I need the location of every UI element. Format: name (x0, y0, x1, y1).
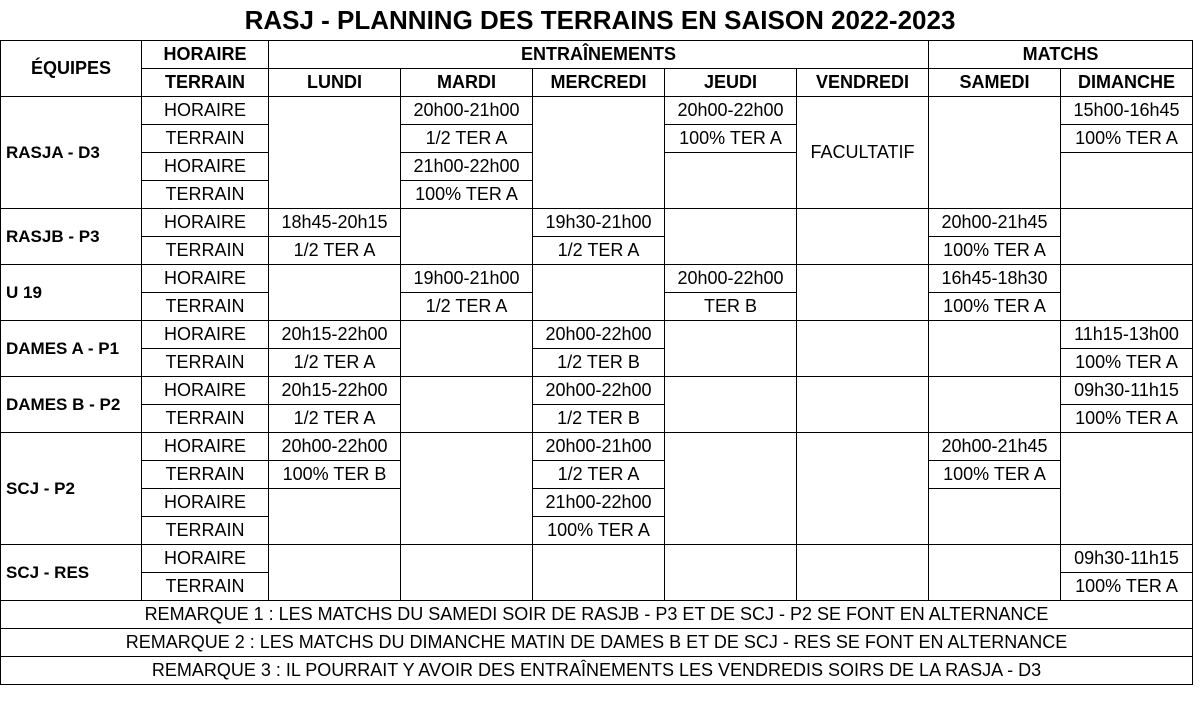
team-name: RASJA - D3 (1, 97, 142, 209)
remark-2: REMARQUE 2 : LES MATCHS DU DIMANCHE MATIN DE DAMES B ET DE SCJ - RES SE FONT EN ALTERNANCE (1, 629, 1193, 657)
header-trainings: ENTRAÎNEMENTS (269, 41, 929, 69)
team-name: RASJB - P3 (1, 209, 142, 265)
row-label-horaire: HORAIRE (142, 489, 269, 517)
row-label-terrain: TERRAIN (142, 293, 269, 321)
row-label-terrain: TERRAIN (142, 573, 269, 601)
team-name: DAMES B - P2 (1, 377, 142, 433)
header-day-jeudi: JEUDI (665, 69, 797, 97)
empty-cell-vendredi (797, 377, 929, 433)
schedule-cell-lundi: 1/2 TER A (269, 405, 401, 433)
empty-cell-lundi (269, 265, 401, 321)
header-horaire: HORAIRE (142, 41, 269, 69)
team-row (1, 209, 1193, 237)
empty-cell-vendredi (797, 433, 929, 545)
schedule-cell-mercredi: 1/2 TER B (533, 405, 665, 433)
header-day-samedi: SAMEDI (929, 69, 1061, 97)
empty-cell-dimanche (1061, 265, 1193, 321)
schedule-cell-dimanche: 100% TER A (1061, 405, 1193, 433)
row-label-terrain: TERRAIN (142, 125, 269, 153)
schedule-cell-mardi: 1/2 TER A (401, 125, 533, 153)
team-row (1, 97, 1193, 125)
empty-cell-vendredi (797, 545, 929, 601)
empty-cell-samedi (929, 489, 1061, 545)
team-row (1, 237, 1193, 265)
empty-cell-mercredi (533, 265, 665, 321)
schedule-cell-mercredi: 1/2 TER A (533, 237, 665, 265)
header-day-lundi: LUNDI (269, 69, 401, 97)
empty-cell-mardi (401, 321, 533, 377)
empty-cell-mardi (401, 433, 533, 545)
row-label-terrain: TERRAIN (142, 461, 269, 489)
schedule-cell-mardi: 19h00-21h00 (401, 265, 533, 293)
empty-cell-jeudi (665, 377, 797, 433)
schedule-cell-mardi: 1/2 TER A (401, 293, 533, 321)
schedule-cell-lundi: 20h15-22h00 (269, 321, 401, 349)
empty-cell-mercredi (533, 545, 665, 601)
empty-cell-mardi (401, 545, 533, 601)
empty-cell-mardi (401, 209, 533, 265)
empty-cell-jeudi (665, 433, 797, 545)
empty-cell-vendredi (797, 265, 929, 321)
schedule-cell-dimanche: 09h30-11h15 (1061, 377, 1193, 405)
schedule-cell-mercredi: 100% TER A (533, 517, 665, 545)
empty-cell-mardi (401, 377, 533, 433)
team-row (1, 321, 1193, 349)
schedule-cell-mercredi: 19h30-21h00 (533, 209, 665, 237)
schedule-cell-lundi: 1/2 TER A (269, 349, 401, 377)
schedule-cell-samedi: 100% TER A (929, 237, 1061, 265)
schedule-cell-mardi: 21h00-22h00 (401, 153, 533, 181)
schedule-cell-samedi: 100% TER A (929, 461, 1061, 489)
empty-cell-jeudi (665, 545, 797, 601)
header-day-vendredi: VENDREDI (797, 69, 929, 97)
header-row-2 (1, 69, 1193, 97)
row-label-horaire: HORAIRE (142, 321, 269, 349)
row-label-terrain: TERRAIN (142, 237, 269, 265)
empty-cell-vendredi (797, 321, 929, 377)
schedule-cell-dimanche: 100% TER A (1061, 349, 1193, 377)
note-row (1, 601, 1193, 629)
schedule-cell-mercredi: 1/2 TER A (533, 461, 665, 489)
schedule-cell-dimanche: 100% TER A (1061, 125, 1193, 153)
empty-cell-lundi (269, 545, 401, 601)
schedule-cell-lundi: 20h00-22h00 (269, 433, 401, 461)
empty-cell-samedi (929, 321, 1061, 377)
empty-cell-samedi (929, 377, 1061, 433)
schedule-cell-samedi: 16h45-18h30 (929, 265, 1061, 293)
schedule-cell-lundi: 1/2 TER A (269, 237, 401, 265)
row-label-horaire: HORAIRE (142, 97, 269, 125)
empty-cell-jeudi (665, 321, 797, 377)
schedule-cell-mercredi: 20h00-22h00 (533, 321, 665, 349)
empty-cell-dimanche (1061, 209, 1193, 265)
schedule-cell-dimanche: 11h15-13h00 (1061, 321, 1193, 349)
team-row (1, 265, 1193, 293)
header-day-mardi: MARDI (401, 69, 533, 97)
schedule-cell-jeudi: 100% TER A (665, 125, 797, 153)
row-label-horaire: HORAIRE (142, 545, 269, 573)
schedule-cell-jeudi: 20h00-22h00 (665, 265, 797, 293)
schedule-cell-dimanche: 09h30-11h15 (1061, 545, 1193, 573)
friday-optional: FACULTATIF (797, 97, 929, 209)
row-label-horaire: HORAIRE (142, 433, 269, 461)
schedule-cell-jeudi: 20h00-22h00 (665, 97, 797, 125)
schedule-cell-lundi: 100% TER B (269, 461, 401, 489)
empty-cell-vendredi (797, 209, 929, 265)
schedule-cell-mercredi: 20h00-22h00 (533, 377, 665, 405)
row-label-terrain: TERRAIN (142, 517, 269, 545)
row-label-horaire: HORAIRE (142, 209, 269, 237)
schedule-table (0, 40, 1193, 685)
note-row (1, 629, 1193, 657)
schedule-cell-lundi: 20h15-22h00 (269, 377, 401, 405)
team-row (1, 545, 1193, 573)
team-row (1, 489, 1193, 517)
empty-cell-mercredi (533, 97, 665, 209)
schedule-cell-samedi: 20h00-21h45 (929, 209, 1061, 237)
schedule-cell-mercredi: 21h00-22h00 (533, 489, 665, 517)
schedule-cell-dimanche: 100% TER A (1061, 573, 1193, 601)
empty-cell-lundi (269, 489, 401, 545)
team-name: SCJ - P2 (1, 433, 142, 545)
header-day-dimanche: DIMANCHE (1061, 69, 1193, 97)
empty-cell-samedi (929, 97, 1061, 209)
schedule-cell-dimanche: 15h00-16h45 (1061, 97, 1193, 125)
schedule-cell-samedi: 100% TER A (929, 293, 1061, 321)
schedule-cell-mardi: 20h00-21h00 (401, 97, 533, 125)
header-day-mercredi: MERCREDI (533, 69, 665, 97)
team-row (1, 433, 1193, 461)
remark-1: REMARQUE 1 : LES MATCHS DU SAMEDI SOIR DE RASJB - P3 ET DE SCJ - P2 SE FONT EN ALTERNANCE (1, 601, 1193, 629)
header-teams: ÉQUIPES (1, 41, 142, 97)
team-name: DAMES A - P1 (1, 321, 142, 377)
row-label-horaire: HORAIRE (142, 153, 269, 181)
team-row (1, 461, 1193, 489)
row-label-terrain: TERRAIN (142, 181, 269, 209)
row-label-terrain: TERRAIN (142, 405, 269, 433)
empty-cell-lundi (269, 97, 401, 209)
empty-cell-jeudi (665, 209, 797, 265)
schedule-cell-samedi: 20h00-21h45 (929, 433, 1061, 461)
empty-cell-jeudi (665, 153, 797, 209)
empty-cell-samedi (929, 545, 1061, 601)
header-matches: MATCHS (929, 41, 1193, 69)
header-row-1 (1, 41, 1193, 69)
team-name: U 19 (1, 265, 142, 321)
schedule-cell-lundi: 18h45-20h15 (269, 209, 401, 237)
row-label-horaire: HORAIRE (142, 265, 269, 293)
schedule-cell-jeudi: TER B (665, 293, 797, 321)
note-row (1, 657, 1193, 685)
header-terrain: TERRAIN (142, 69, 269, 97)
remark-3: REMARQUE 3 : IL POURRAIT Y AVOIR DES ENTRAÎNEMENTS LES VENDREDIS SOIRS DE LA RASJA - D3 (1, 657, 1193, 685)
empty-cell-dimanche (1061, 153, 1193, 209)
team-name: SCJ - RES (1, 545, 142, 601)
schedule-cell-mardi: 100% TER A (401, 181, 533, 209)
row-label-terrain: TERRAIN (142, 349, 269, 377)
empty-cell-dimanche (1061, 433, 1193, 545)
schedule-cell-mercredi: 20h00-21h00 (533, 433, 665, 461)
schedule-cell-mercredi: 1/2 TER B (533, 349, 665, 377)
page-title: RASJ - PLANNING DES TERRAINS EN SAISON 2022-2023 (244, 5, 956, 35)
row-label-horaire: HORAIRE (142, 377, 269, 405)
team-row (1, 377, 1193, 405)
